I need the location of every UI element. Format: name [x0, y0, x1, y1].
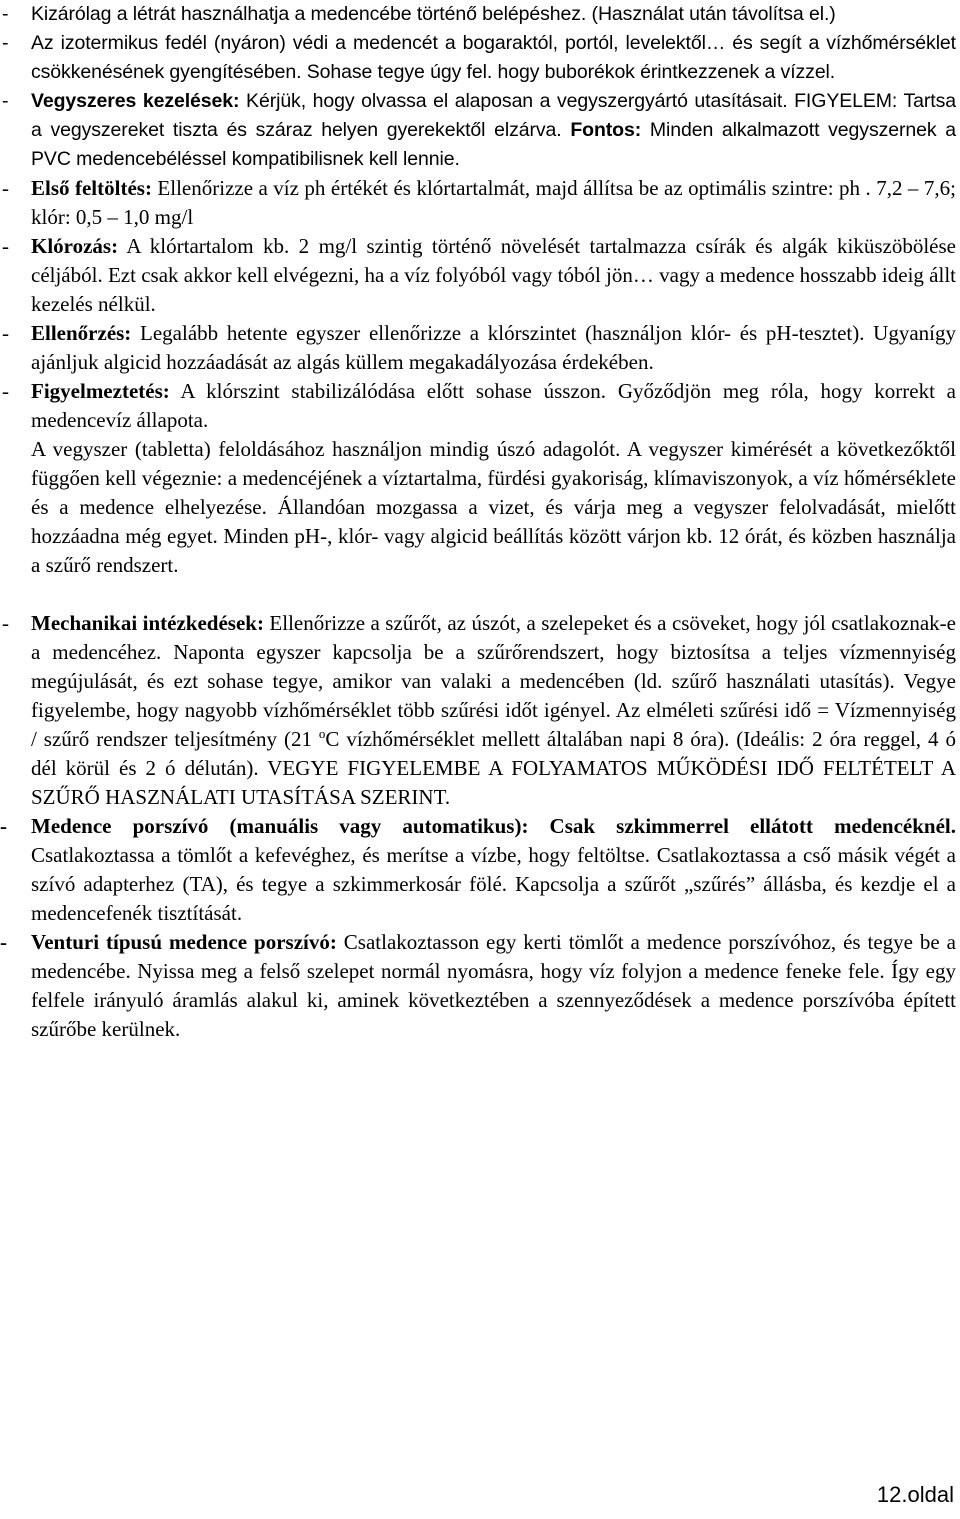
bullet-dash: - — [2, 32, 9, 54]
spacer — [0, 580, 960, 609]
body-paragraph: A vegyszer (tabletta) feloldásához használjon mindig úszó adagolót. A vegyszer kimérését a következőktől függően kell végeznie: a medencéjének a víztartalma, fürdési gyakoriság, klímaviszonyok, a víz hőmérséklete és a medence elhelyezése. Állandóan mozgassa a vizet, és várja meg a vegyszer felolvadását, mielőtt hozzáadna még egyet. Minden pH-, klór- vagy algicid beállítás között várjon kb. 12 órát, és közben használja a szűrő rendszert. — [31, 437, 956, 577]
bullet-dash: - — [2, 321, 9, 345]
bullet-dash: - — [2, 3, 9, 25]
bullet-dash: - — [0, 814, 7, 838]
item-text-2: Minden alkalmazott vegyszernek a PVC medencebéléssel kompatibilisnek kell lennie. — [31, 119, 956, 170]
item-text: Ellenőrizze a víz ph értékét és klórtartalmát, majd állítsa be az optimális szintre: ph . 7,2 – 7,6; klór: 0,5 – 1,0 mg/l — [31, 176, 956, 229]
item-text-2: C vízhőmérséklet mellett általában napi 8 óra). (Ideális: 2 óra reggel, 4 ó dél körül és 2 ó délután). VEGYE FIGYELEMBE A FOLYAMATOS MŰKÖDÉSI IDŐ FELTÉTELT A SZŰRŐ HASZNÁLATI UTASÍTÁSA SZERINT. — [31, 727, 956, 809]
item-label: Figyelmeztetés: — [31, 379, 170, 403]
item-text: Ellenőrizze a szűrőt, az úszót, a szelepeket és a csöveket, hogy jól csatlakoznak-e a medencéhez. Naponta egyszer kapcsolja be a szűrőrendszert, hogy biztosítsa a teljes vízmennyiség megújulását, és ezt sohase tegye, amikor van valaki a medencében (ld. szűrő használati utasítás). Vegye figyelembe, hogy nagyobb vízhőmérséklet több szűrési időt igényel. Az elméleti szűrési idő = Vízmennyiség / szűrő rendszer teljesítmény (21 — [31, 611, 956, 751]
list-item — [0, 377, 956, 435]
bullet-dash: - — [2, 379, 9, 403]
bullet-dash: - — [2, 176, 9, 200]
bullet-dash: - — [2, 90, 9, 112]
item-label: Venturi típusú medence porszívó: — [31, 930, 337, 954]
item-label: Medence porszívó (manuális vagy automatikus): Csak szkimmerrel ellátott medencéknél. — [31, 814, 956, 838]
item-label: Vegyszeres kezelések: — [31, 90, 240, 112]
page-number: 12.oldal — [876, 1482, 954, 1507]
item-text: A klórszint stabilizálódása előtt sohase ússzon. Győződjön meg róla, hogy korrekt a medencevíz állapota. — [31, 379, 956, 432]
bullet-dash: - — [0, 930, 7, 954]
list-item — [0, 319, 956, 377]
degree-sup: o — [318, 726, 326, 741]
item-text: Az izotermikus fedél (nyáron) védi a medencét a bogaraktól, portól, levelektől… és segít a vízhőmérséklet csökkenésének gyengítésében. Sohase tegye úgy fel. hogy buborékok érintkezzenek a vízzel. — [31, 32, 956, 83]
item-text: Csatlakoztassa a tömlőt a kefevéghez, és merítse a vízbe, hogy feltöltse. Csatlakoztassa a cső másik végét a szívó adapterhez (TA), és tegye a szkimmerkosár fölé. Kapcsolja a szűrőt „szűrés” állásba, és kezdje el a medencefenék tisztítását. — [31, 843, 956, 925]
bullet-dash: - — [2, 611, 9, 635]
item-label: Klórozás: — [31, 234, 119, 258]
list-item-porszivo — [0, 812, 956, 928]
list-item-mechanikai — [0, 609, 956, 812]
list-item — [0, 174, 956, 232]
list-item — [0, 232, 956, 319]
item-label-2: Fontos: — [570, 119, 642, 141]
item-label: Ellenőrzés: — [31, 321, 132, 345]
item-label: Első feltöltés: — [31, 176, 152, 200]
item-text: Csatlakoztasson egy kerti tömlőt a medence porszívóhoz, és tegye be a medencébe. Nyissa meg a felső szelepet normál nyomásra, hogy víz folyjon a medence feneke fele. Így egy felfele irányuló áramlás alakul ki, aminek következtében a szennyeződések a medence porszívóba épített szűrőbe kerülnek. — [31, 930, 956, 1041]
item-label: Mechanikai intézkedések: — [31, 611, 264, 635]
list-item — [0, 0, 956, 29]
list-item — [0, 29, 956, 87]
item-text: Kizárólag a létrát használhatja a medencébe történő belépéshez. (Használat után távolítsa el.) — [31, 3, 836, 25]
item-text: Legalább hetente egyszer ellenőrizze a klórszintet (használjon klór- és pH-tesztet). Ugyanígy ajánljuk algicid hozzáadását az algás küllem megakadályozása érdekében. — [31, 321, 956, 374]
list-item-venturi — [0, 928, 956, 1044]
item-text: Kérjük, hogy olvassa el alaposan a vegyszergyártó utasításait. FIGYELEM: Tartsa a vegyszereket tiszta és száraz helyen gyerekektől elzárva. — [31, 90, 956, 141]
bullet-dash: - — [2, 234, 9, 258]
item-text: A klórtartalom kb. 2 mg/l szintig történő növelését tartalmazza csírák és algák kiküszöbölése céljából. Ezt csak akkor kell elvégezni, ha a víz folyóból vagy tóból jön… vagy a medence hosszabb ideig állt kezelés nélkül. — [31, 234, 956, 316]
list-item — [0, 87, 956, 174]
